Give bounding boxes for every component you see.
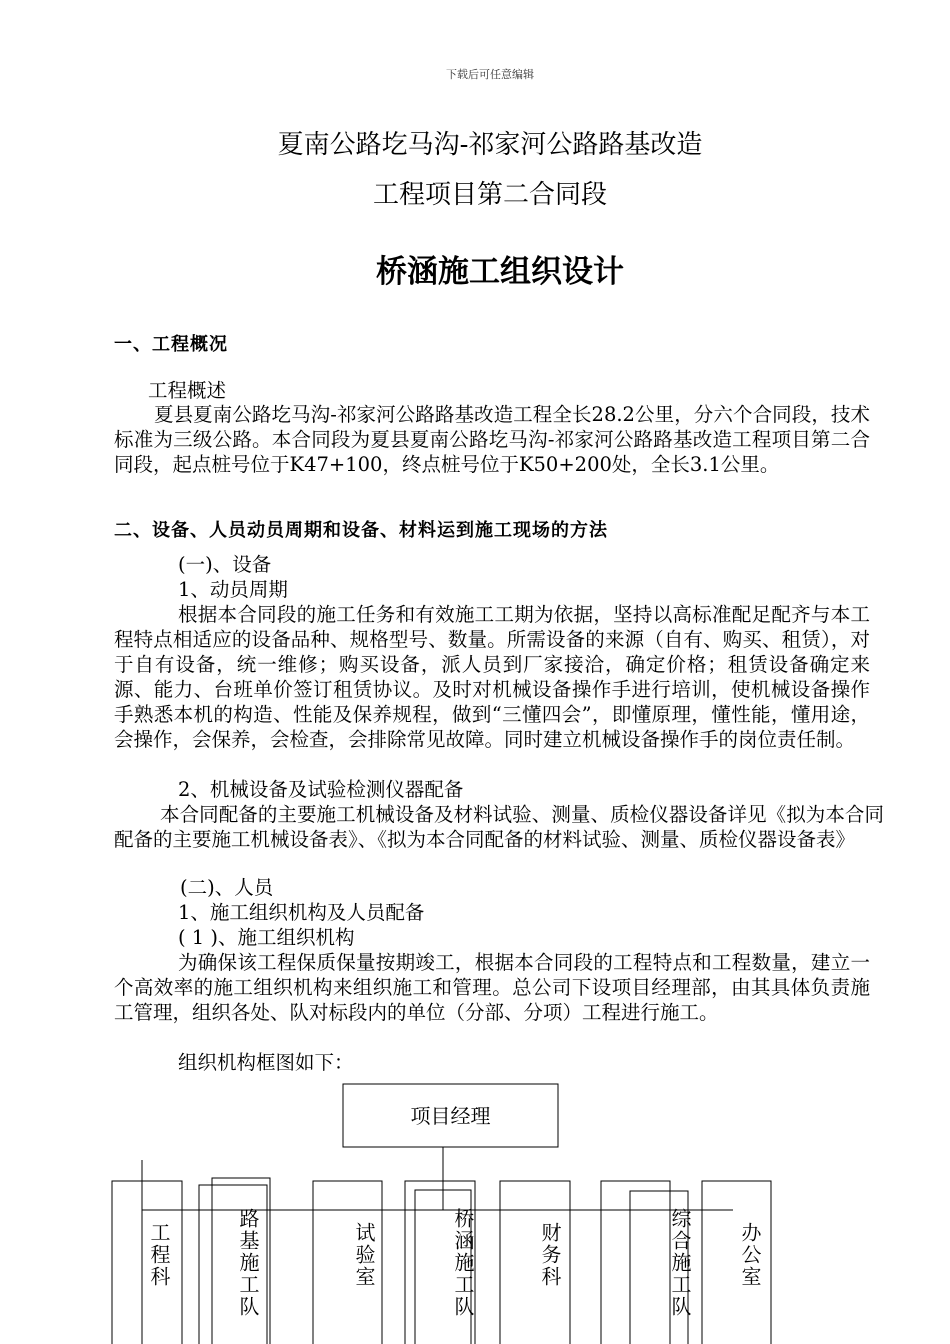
watermark: 下载后可任意编辑 [446,68,534,81]
organization-paragraph: 为确保该工程保质保量按期竣工，根据本合同段的工程特点和工程数量，建立一个高效率的施工组织机构来组织施工和管理。总公司下设项目经理部，由其具体负责施工管理，组织各处、队对标段内的单位（分部、分项）工程进行施工。 [114,951,870,1024]
personnel-heading: (二)、人员 [180,876,274,899]
overview-subheading: 工程概述 [148,379,227,402]
box-test-lab: 试验室 [352,1222,376,1288]
machinery-heading: 2、机械设备及试验检测仪器配备 [178,778,464,801]
box-general-team: 综合施工队 [668,1208,692,1318]
box-finance-dept: 财务科 [538,1222,562,1288]
organization-heading: 1、施工组织机构及人员配备 [178,901,425,924]
box-engineering-dept: 工程科 [147,1222,171,1288]
title-line-1: 夏南公路圪马沟-祁家河公路路基改造 [277,130,703,160]
organization-subheading: ( 1 )、施工组织机构 [178,926,355,949]
title-line-2: 工程项目第二合同段 [372,180,607,210]
box-roadbed-team: 路基施工队 [236,1208,260,1318]
mobilization-heading: 1、动员周期 [178,578,288,601]
chart-intro: 组织机构框图如下： [178,1051,354,1074]
main-title: 桥涵施工组织设计 [376,254,624,290]
mobilization-paragraph: 根据本合同段的施工任务和有效施工工期为依据，坚持以高标准配足配齐与本工程特点相适应的设备品种、规格型号、数量。所需设备的来源（自有、购买、租赁），对于自有设备，统一维修；购买设备，派人员到厂家接洽，确定价格；租赁设备确定来源、能力、台班单价签订租赁协议。及时对机械设备操作手进行培训，使机械设备操作手熟悉本机的构造、性能及保养规程，做到“三懂四会”，即懂原理，懂性能，懂用途，会操作，会保养，会检查，会排除常见故障。同时建立机械设备操作手的岗位责任制。 [114,603,870,751]
equipment-heading: (一)、设备 [178,553,272,576]
section-1-heading: 一、工程概况 [114,334,228,355]
section-2-heading: 二、设备、人员动员周期和设备、材料运到施工现场的方法 [114,520,608,541]
overview-paragraph: 夏县夏南公路圪马沟-祁家河公路路基改造工程全长28.2公里，分六个合同段，技术标准为三级公路。本合同段为夏县夏南公路圪马沟-祁家河公路路基改造工程项目第二合同段，起点桩号位于K47+100，终点桩号位于K50+200处，全长3.1公里。 [114,403,870,476]
machinery-paragraph: 本合同配备的主要施工机械设备及材料试验、测量、质检仪器设备详见《拟为本合同配备的主要施工机械设备表》、《拟为本合同配备的材料试验、测量、质检仪器设备表》 [114,803,884,851]
box-office: 办公室 [738,1222,762,1288]
project-manager-box: 项目经理 [410,1104,491,1128]
box-bridge-team: 桥涵施工队 [451,1208,475,1318]
